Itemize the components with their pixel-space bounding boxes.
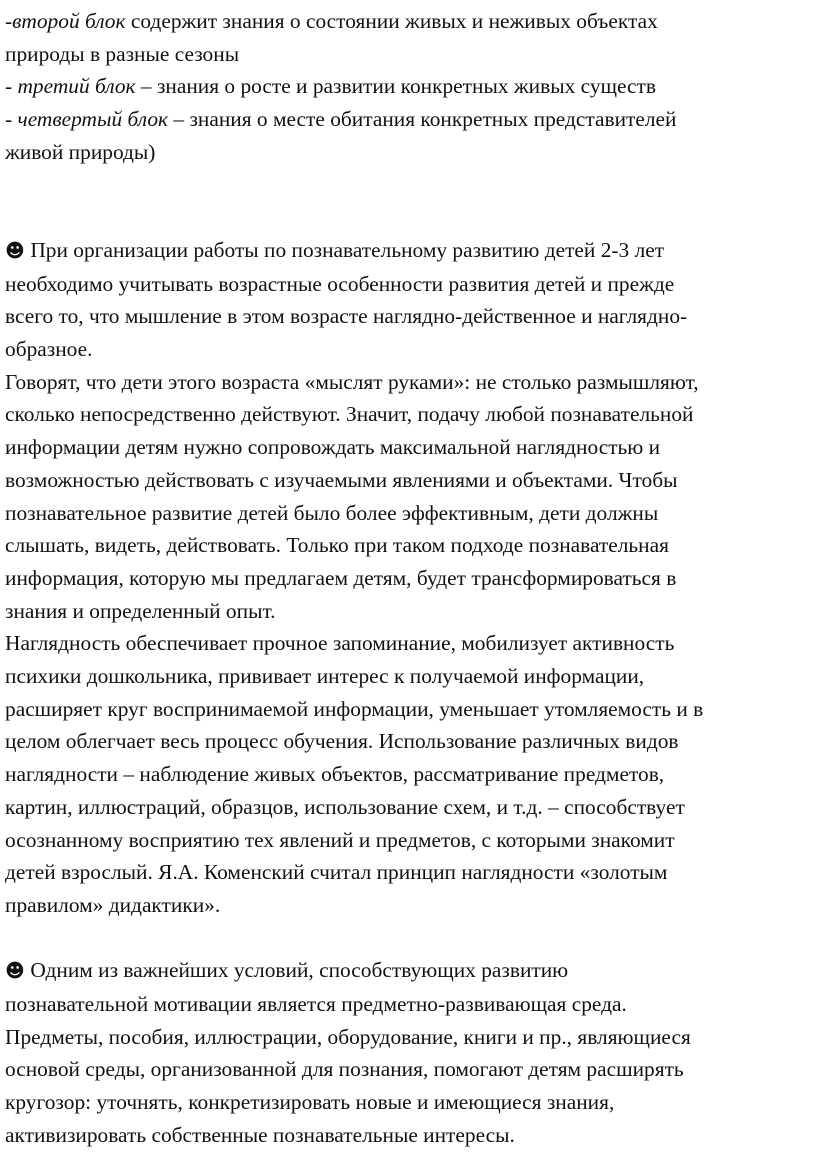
paragraph-line: картин, иллюстраций, образцов, использование схем, и т.д. – способствует — [5, 794, 685, 819]
spacer — [5, 169, 806, 234]
paragraph-line — [5, 234, 806, 268]
block-text: – знания о росте и развитии конкретных живых существ — [135, 74, 656, 99]
smiley-bullet-icon: ☻ — [5, 239, 25, 262]
paragraph-line: необходимо учитывать возрастные особенности развития детей и прежде — [5, 271, 675, 296]
paragraph-text: При организации работы по познавательному развитию детей 2-3 лет — [25, 237, 665, 262]
paragraph-line: Предметы, пособия, иллюстрации, оборудование, книги и пр., являющиеся — [5, 1024, 691, 1049]
paragraph-line: осознанному восприятию тех явлений и предметов, с которыми знакомит — [5, 827, 675, 852]
block-line-third — [5, 70, 806, 103]
paragraph-line: информация, которую мы предлагаем детям, будет трансформироваться в — [5, 565, 677, 590]
dash: - — [5, 107, 18, 132]
block-line-second — [5, 5, 806, 38]
paragraph-line: психики дошкольника, прививает интерес к получаемой информации, — [5, 664, 645, 689]
paragraph-line: расширяет круг воспринимаемой информации, уменьшает утомляемость и в — [5, 696, 704, 721]
paragraph-line: основой среды, организованной для познания, помогают детям расширять — [5, 1057, 684, 1082]
paragraph-line — [5, 954, 806, 988]
paragraph-line: возможностью действовать с изучаемыми явлениями и объектами. Чтобы — [5, 467, 678, 492]
paragraph-line: познавательной мотивации является предметно-развивающая среда. — [5, 992, 627, 1017]
paragraph-line: детей взрослый. Я.А. Коменский считал принцип наглядности «золотым — [5, 860, 668, 885]
paragraph-line: целом облегчает весь процесс обучения. Использование различных видов — [5, 729, 679, 754]
block-label: второй блок — [12, 9, 126, 33]
paragraph-text: Одним из важнейших условий, способствующих развитию — [25, 958, 569, 983]
paragraph-line: знания и определенный опыт. — [5, 598, 276, 623]
paragraph-line: Говорят, что дети этого возраста «мыслят руками»: не столько размышляют, — [5, 369, 699, 394]
paragraph-line: активизировать собственные познавательные интересы. — [5, 1122, 515, 1147]
paragraph-line: правилом» дидактики». — [5, 892, 221, 917]
dash: - — [5, 74, 18, 99]
block-label: третий блок — [17, 74, 136, 99]
block-line-continuation: природы в разные сезоны — [5, 41, 240, 66]
block-text: – знания о месте обитания конкретных представителей — [168, 107, 677, 132]
paragraph-line: информации детям нужно сопровождать максимальной наглядностью и — [5, 435, 661, 460]
block-line-continuation: живой природы) — [5, 139, 156, 164]
paragraph-line: слышать, видеть, действовать. Только при таком подходе познавательная — [5, 533, 669, 558]
paragraph-line: образное. — [5, 337, 93, 362]
paragraph-line: сколько непосредственно действуют. Значит, подачу любой познавательной — [5, 402, 694, 427]
paragraph-line: кругозор: уточнять, конкретизировать новые и имеющиеся знания, — [5, 1090, 615, 1115]
smiley-bullet-icon: ☻ — [5, 960, 25, 983]
spacer — [5, 922, 806, 955]
blocks-list — [5, 5, 806, 169]
paragraph-line: всего то, что мышление в этом возрасте наглядно-действенное и наглядно- — [5, 304, 688, 329]
block-line-fourth — [5, 103, 806, 136]
dash: - — [5, 9, 13, 33]
paragraph-line: наглядности – наблюдение живых объектов, рассматривание предметов, — [5, 762, 665, 787]
section-developing-environment — [5, 954, 806, 1151]
block-label: четвертый блок — [17, 107, 169, 132]
paragraph-line: Наглядность обеспечивает прочное запоминание, мобилизует активность — [5, 631, 675, 656]
section-visual-thinking — [5, 234, 806, 922]
paragraph-line: познавательное развитие детей было более эффективным, дети должны — [5, 500, 659, 525]
block-text: содержит знания о состоянии живых и неживых объектах — [125, 9, 658, 33]
